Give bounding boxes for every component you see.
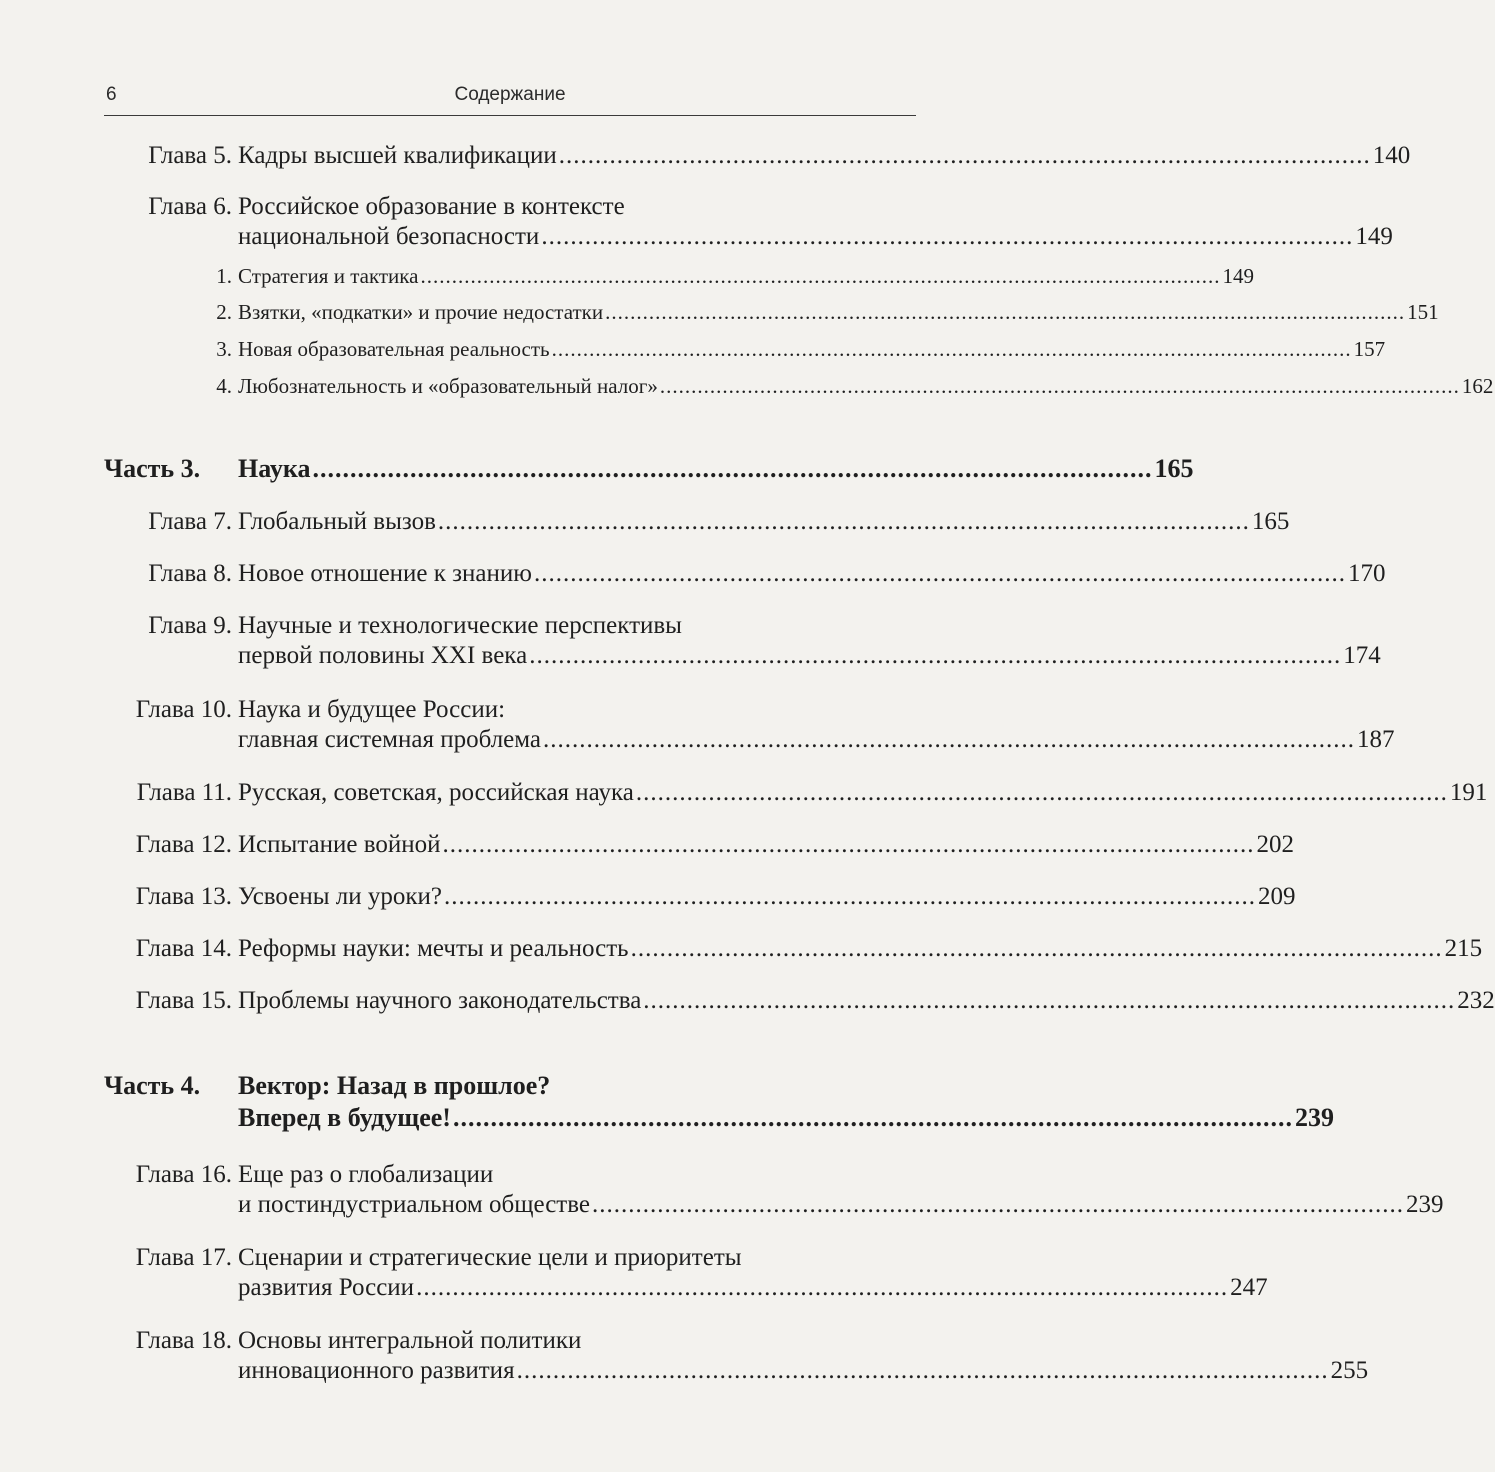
entry-page: 191: [1449, 779, 1488, 806]
entry-title: Русская, советская, российская наука: [238, 779, 634, 806]
entry-label: Глава 18.: [135, 1327, 232, 1354]
entry-title: Взятки, «подкатки» и прочие недостатки: [238, 300, 604, 324]
entry-label: Глава 13.: [135, 883, 232, 910]
leader-dots: ................................................................................................................................: [551, 337, 1352, 361]
entry-page: 165: [1251, 508, 1290, 535]
leader-dots: ................................................................................................................: [416, 1274, 1229, 1301]
leader-dots: ................................................................................................................: [541, 223, 1354, 250]
entry-label: Глава 15.: [135, 987, 232, 1014]
entry-page: 239: [1294, 1103, 1334, 1132]
entry-page: 215: [1444, 935, 1483, 962]
entry-page: 232: [1457, 987, 1495, 1014]
entry-title: Стратегия и тактика: [238, 264, 419, 288]
entry-title: Глобальный вызов: [238, 508, 436, 535]
leader-dots: ................................................................................................................: [533, 560, 1346, 587]
entry-title: первой половины XXI века: [238, 642, 528, 669]
entry-label: 3.: [216, 337, 232, 361]
leader-dots: ................................................................................................................: [643, 987, 1456, 1014]
entry-page: 162: [1461, 374, 1494, 398]
entry-label: Глава 14.: [135, 935, 232, 962]
entry-title: Новая образовательная реальность: [238, 337, 550, 361]
leader-dots: ................................................................................................................: [529, 642, 1342, 669]
leader-dots: ................................................................................................................................: [605, 300, 1406, 324]
entry-label: Глава 9.: [148, 612, 232, 639]
entry-label: Глава 7.: [148, 508, 232, 535]
entry-page: 151: [1407, 300, 1439, 324]
entry-title-line-1: Наука и будущее России:: [238, 696, 506, 723]
running-title: Содержание: [454, 84, 566, 105]
entry-page: 165: [1154, 454, 1194, 483]
entry-title: национальной безопасности: [238, 223, 540, 250]
entry-page: 149: [1355, 223, 1393, 250]
entry-page: 209: [1257, 883, 1296, 910]
entry-label: Глава 17.: [135, 1244, 232, 1271]
entry-page: 140: [1372, 142, 1411, 169]
leader-dots: ................................................................................................................: [442, 831, 1255, 858]
entry-title: Наука: [238, 454, 311, 483]
entry-label: Глава 6.: [148, 193, 232, 220]
leader-dots: ................................................................................................................: [437, 508, 1250, 535]
entry-title: и постиндустриальном обществе: [238, 1191, 590, 1218]
entry-title: главная системная проблема: [238, 726, 542, 753]
leader-dots: ................................................................................................................: [443, 883, 1256, 910]
entry-title-line-1: Научные и технологические перспективы: [238, 612, 682, 639]
entry-title: инновационного развития: [238, 1357, 515, 1384]
entry-page: 170: [1347, 560, 1386, 587]
entry-page: 255: [1330, 1357, 1369, 1384]
entry-page: 174: [1343, 642, 1381, 669]
entry-title: Усвоены ли уроки?: [238, 883, 442, 910]
entry-title-line-1: Еще раз о глобализации: [238, 1161, 494, 1188]
entry-title-line-1: Вектор: Назад в прошлое?: [238, 1071, 551, 1100]
entry-title: Испытание войной: [238, 831, 441, 858]
leader-dots: ................................................................................................................: [516, 1357, 1329, 1384]
entry-title: Вперед в будущее!: [238, 1103, 451, 1132]
entry-page: 187: [1357, 726, 1395, 753]
leader-dots: ................................................................................................................: [591, 1191, 1404, 1218]
entry-page: 202: [1256, 831, 1295, 858]
leader-dots: ................................................................................................................: [543, 726, 1356, 753]
entry-page: 239: [1405, 1191, 1444, 1218]
entry-title-line-1: Российское образование в контексте: [238, 193, 625, 220]
entry-title-line-1: Сценарии и стратегические цели и приоритеты: [238, 1244, 742, 1271]
entry-label: Глава 12.: [135, 831, 232, 858]
entry-title: развития России: [238, 1274, 415, 1301]
entry-page: 149: [1222, 264, 1254, 288]
entry-title: Любознательность и «образовательный налог»: [238, 374, 658, 398]
entry-label: Глава 8.: [148, 560, 232, 587]
entry-title: Проблемы научного законодательства: [238, 987, 642, 1014]
entry-title: Новое отношение к знанию: [238, 560, 532, 587]
entry-label: 2.: [216, 300, 232, 324]
header-rule: [104, 115, 916, 116]
entry-label: Глава 5.: [148, 142, 232, 169]
entry-label: Глава 11.: [136, 779, 232, 806]
leader-dots: ................................................................................................................................: [659, 374, 1460, 398]
entry-page: 157: [1353, 337, 1386, 361]
entry-title: Кадры высшей квалификации: [238, 142, 557, 169]
leader-dots: ................................................................................................................: [635, 779, 1448, 806]
entry-label: Глава 10.: [135, 696, 232, 723]
entry-title: Реформы науки: мечты и реальность: [238, 935, 629, 962]
entry-label: Часть 3.: [104, 454, 201, 483]
page-number: 6: [106, 84, 117, 105]
leader-dots: ................................................................................................................: [558, 142, 1371, 169]
leader-dots: ................................................................................................................: [312, 454, 1153, 483]
entry-label: Глава 16.: [135, 1161, 232, 1188]
entry-label: 4.: [216, 374, 232, 398]
entry-label: Часть 4.: [104, 1071, 201, 1100]
leader-dots: ................................................................................................................: [452, 1103, 1293, 1132]
leader-dots: ................................................................................................................: [630, 935, 1443, 962]
entry-title-line-1: Основы интегральной политики: [238, 1327, 582, 1354]
entry-page: 247: [1230, 1274, 1268, 1301]
entry-label: 1.: [216, 264, 232, 288]
leader-dots: ................................................................................................................................: [420, 264, 1221, 288]
running-header: [104, 84, 916, 116]
